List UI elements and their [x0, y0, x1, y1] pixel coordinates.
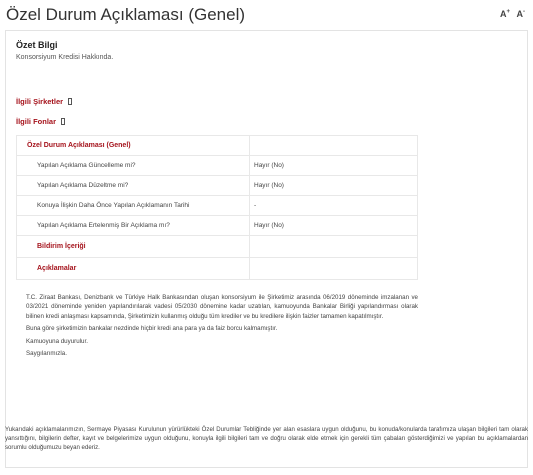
page-title: Özel Durum Açıklaması (Genel): [6, 5, 246, 24]
table-cell: [250, 136, 418, 156]
liability-statement: Yukarıdaki açıklamalarımızın, Sermaye Piyasası Kurulunun yürürlükteki Özel Durumlar Tebliğinde yer alan esaslara uygun olduğunu, bu konuda/konularda tarafımıza ulaşan bilgileri tam olarak yansıttığını, bilgilerin defter, kayıt ve belgelerimize uygun olduğunu, konuyla ilgili bilgileri tam ve doğru olarak elde etmek için gerekli tüm çabaları gösterdiğimizi ve yapılan bu açıklamalardan sorumlu olduğumuzu beyan ederiz.: [5, 426, 528, 452]
body-paragraph: Buna göre şirketimizin bankalar nezdinde hiçbir kredi ana para ya da faiz borcu kalmamıştır.: [26, 325, 278, 333]
font-increase-mark: +: [506, 9, 510, 15]
expand-icon: [61, 118, 65, 125]
table-row: [17, 196, 418, 216]
page-header: [0, 0, 533, 28]
answer-cell: Hayır (No): [250, 156, 418, 176]
table-row: [17, 258, 418, 280]
table-row: [17, 156, 418, 176]
body-paragraph: Kamuoyuna duyurulur.: [26, 337, 88, 345]
expand-icon: [68, 98, 72, 105]
question-cell: Yapılan Açıklama Güncelleme mi?: [17, 156, 250, 176]
table-row: [17, 216, 418, 236]
answer-cell: -: [250, 196, 418, 216]
question-cell: Konuya İlişkin Daha Önce Yapılan Açıklamanın Tarihi: [17, 196, 250, 216]
font-decrease-button[interactable]: [517, 9, 526, 19]
disclosure-body: [26, 293, 418, 361]
related-funds-label: İlgili Fonlar: [16, 117, 57, 126]
summary-text: Konsorsiyum Kredisi Hakkında.: [16, 54, 114, 61]
related-funds-link[interactable]: [16, 117, 65, 126]
summary-title: Özet Bilgi: [16, 40, 58, 50]
disclosure-panel: [5, 30, 528, 468]
font-increase-button[interactable]: [500, 9, 510, 19]
font-decrease-mark: -: [523, 9, 525, 15]
body-paragraph: Saygılarımızla.: [26, 350, 67, 358]
question-cell: Yapılan Açıklama Düzeltme mi?: [17, 176, 250, 196]
font-size-controls: [500, 9, 525, 19]
related-companies-label: İlgili Şirketler: [16, 97, 64, 106]
font-decrease-label: A: [516, 9, 523, 19]
answer-cell: Hayır (No): [250, 216, 418, 236]
body-paragraph: T.C. Ziraat Bankası, Denizbank ve Türkiye Halk Bankasından oluşan konsorsiyum ile Şirketimiz arasında 06/2019 döneminde imzalanan ve 03/2021 döneminde yeniden yapılandırılarak vadesi 05/2030 dönemine kadar uzatılan, kamuoyunda Bankalar Birliği yapılandırması olarak bilinen kredi anlaşması kapsamında, Şirketimizin kullanmış olduğu tüm krediler ve bu kredilere ilişkin faizler tamamen kapatılmıştır.: [26, 294, 418, 320]
disclosure-table: [16, 135, 418, 280]
question-cell: Yapılan Açıklama Ertelenmiş Bir Açıklama mı?: [17, 216, 250, 236]
table-heading: Özel Durum Açıklaması (Genel): [17, 136, 250, 156]
answer-cell: Hayır (No): [250, 176, 418, 196]
table-cell: [250, 236, 418, 258]
font-increase-label: A: [499, 9, 507, 19]
explanations-heading: Açıklamalar: [17, 258, 250, 280]
table-row: [17, 236, 418, 258]
table-row: [17, 176, 418, 196]
table-row: [17, 136, 418, 156]
notification-content-heading: Bildirim İçeriği: [17, 236, 250, 258]
related-companies-link[interactable]: [16, 97, 72, 106]
table-cell: [250, 258, 418, 280]
